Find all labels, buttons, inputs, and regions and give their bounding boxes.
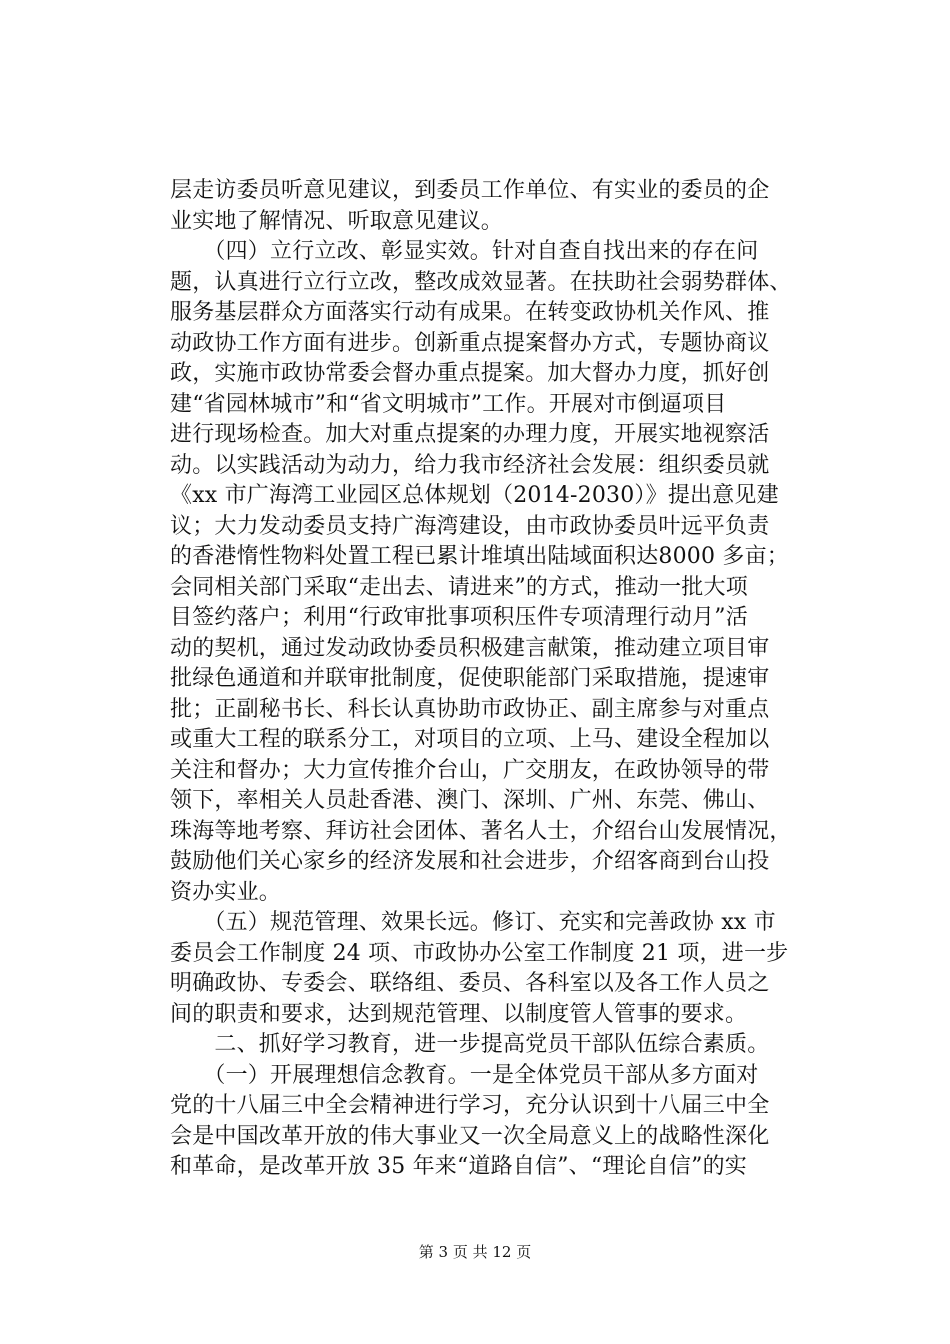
text-line: 二、抓好学习教育，进一步提高党员干部队伍综合素质。 xyxy=(170,1032,770,1057)
text-line: （四）立行立改、彰显实效。针对自查自找出来的存在问 xyxy=(170,239,759,264)
text-line: 间的职责和要求，达到规范管理、以制度管人管事的要求。 xyxy=(170,1001,748,1027)
text-line: 业实地了解情况、听取意见建议。 xyxy=(170,208,504,234)
text-line: 题，认真进行立行立改，整改成效显著。在扶助社会弱势群体、 xyxy=(170,269,792,295)
text-line: 鼓励他们关心家乡的经济发展和社会进步，介绍客商到台山投 xyxy=(170,849,770,874)
text-line: 会同相关部门采取“走出去、请进来”的方式，推动一批大项 xyxy=(170,574,748,600)
text-line: （一）开展理想信念教育。一是全体党员干部从多方面对 xyxy=(170,1062,759,1088)
text-line: 政，实施市政协常委会督办重点提案。加大督办力度，抓好创 xyxy=(170,361,770,386)
text-line: 服务基层群众方面落实行动有成果。在转变政协机关作风、推 xyxy=(170,300,770,325)
text-line: 《xx 市广海湾工业园区总体规划（2014-2030）》提出意见建 xyxy=(170,483,779,508)
text-line: 目签约落户；利用“行政审批事项积压件专项清理行动月”活 xyxy=(170,605,748,630)
text-line: 党的十八届三中全会精神进行学习，充分认识到十八届三中全 xyxy=(170,1093,770,1118)
text-line: 进行现场检查。加大对重点提案的办理力度，开展实地视察活 xyxy=(170,422,770,447)
text-line: 层走访委员听意见建议，到委员工作单位、有实业的委员的企 xyxy=(170,178,770,203)
text-line: 和革命，是改革开放 35 年来“道路自信”、“理论自信”的实 xyxy=(170,1154,747,1179)
text-line: 领下，率相关人员赴香港、澳门、深圳、广州、东莞、佛山、 xyxy=(170,788,770,813)
text-line: 会是中国改革开放的伟大事业又一次全局意义上的战略性深化 xyxy=(170,1123,770,1149)
text-line: 或重大工程的联系分工，对项目的立项、上马、建设全程加以 xyxy=(170,727,770,752)
text-line: 动政协工作方面有进步。创新重点提案督办方式，专题协商议 xyxy=(170,330,770,356)
text-line: 珠海等地考察、拜访社会团体、著名人士，介绍台山发展情况， xyxy=(170,818,792,844)
text-line: 建“省园林城市”和“省文明城市”工作。开展对市倒逼项目 xyxy=(170,391,727,417)
body-text xyxy=(170,176,792,1183)
text-line: 明确政协、专委会、联络组、委员、各科室以及各工作人员之 xyxy=(170,971,770,996)
text-line: 动的契机，通过发动政协委员积极建言献策，推动建立项目审 xyxy=(170,635,770,661)
text-line: 批；正副秘书长、科长认真协助市政协正、副主席参与对重点 xyxy=(170,696,770,722)
page-footer: 第 3 页 共 12 页 xyxy=(418,1243,532,1261)
text-line: 委员会工作制度 24 项、市政协办公室工作制度 21 项，进一步 xyxy=(170,940,789,966)
text-line: 动。以实践活动为动力，给力我市经济社会发展：组织委员就 xyxy=(170,452,770,478)
text-line: （五）规范管理、效果长远。修订、充实和完善政协 xx 市 xyxy=(170,910,776,935)
text-line: 的香港惰性物料处置工程已累计堆填出陆域面积达8000 多亩； xyxy=(170,544,789,569)
text-line: 关注和督办；大力宣传推介台山，广交朋友，在政协领导的带 xyxy=(170,757,770,783)
text-line: 资办实业。 xyxy=(170,879,282,905)
text-line: 议；大力发动委员支持广海湾建设，由市政协委员叶远平负责 xyxy=(170,513,770,539)
text-line: 批绿色通道和并联审批制度，促使职能部门采取措施，提速审 xyxy=(170,666,770,691)
